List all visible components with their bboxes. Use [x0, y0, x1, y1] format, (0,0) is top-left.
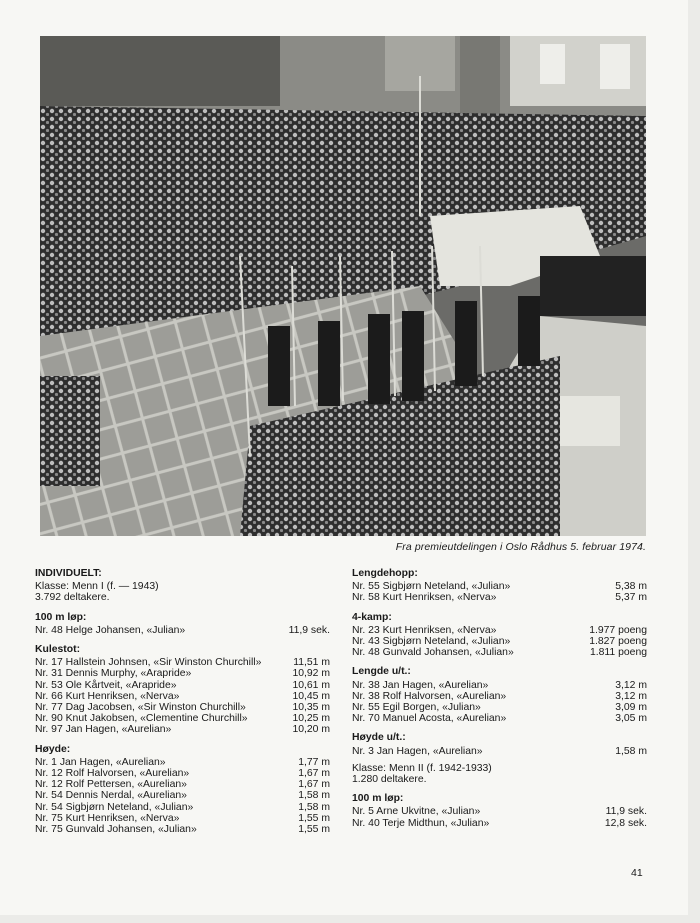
result-name: Nr. 38 Rolf Halvorsen, «Aurelian»: [352, 690, 507, 702]
result-name: Nr. 70 Manuel Acosta, «Aurelian»: [352, 713, 507, 725]
result-row: [35, 802, 330, 813]
section-heading-kulestot: Kulestot:: [35, 644, 81, 656]
result-name: Nr. 55 Sigbjørn Neteland, «Julian»: [352, 581, 511, 593]
result-value: 3,09 m: [615, 702, 647, 714]
result-name: Nr. 66 Kurt Henriksen, «Nerva»: [35, 690, 180, 702]
section-heading-individuelt: INDIVIDUELT:: [35, 568, 102, 579]
result-name: Nr. 38 Jan Hagen, «Aurelian»: [352, 679, 489, 691]
result-row: [35, 768, 330, 779]
result-value: 12,8 sek.: [604, 817, 647, 829]
result-value: 10,20 m: [292, 724, 330, 736]
result-name: Nr. 75 Kurt Henriksen, «Nerva»: [35, 812, 180, 824]
result-value: 1,58 m: [298, 790, 330, 802]
result-name: Nr. 23 Kurt Henriksen, «Nerva»: [352, 624, 497, 636]
participant-count: 3.792 deltakere.: [35, 592, 110, 604]
section-heading-hoyde: Høyde:: [35, 743, 71, 755]
result-value: 10,35 m: [292, 702, 330, 714]
section-heading-lengdehopp: Lengdehopp:: [352, 568, 418, 579]
result-row: [352, 625, 647, 636]
result-row: [35, 813, 330, 824]
result-name: Nr. 3 Jan Hagen, «Aurelian»: [352, 745, 483, 757]
result-value: 3,05 m: [615, 713, 647, 725]
result-value: 3,12 m: [615, 679, 647, 691]
result-value: 10,61 m: [292, 679, 330, 691]
result-name: Nr. 40 Terje Midthun, «Julian»: [352, 817, 490, 829]
photo-caption: Fra premieutdelingen i Oslo Rådhus 5. februar 1974.: [395, 541, 646, 553]
result-row: [352, 713, 647, 724]
result-value: 1,55 m: [298, 812, 330, 824]
result-name: Nr. 97 Jan Hagen, «Aurelian»: [35, 724, 172, 736]
result-row: [352, 691, 647, 702]
result-name: Nr. 48 Gunvald Johansen, «Julian»: [352, 647, 514, 659]
section-heading-100m: 100 m løp:: [35, 611, 87, 623]
result-value: 1,58 m: [298, 801, 330, 813]
result-row: [352, 680, 647, 691]
result-name: Nr. 31 Dennis Murphy, «Arapride»: [35, 668, 192, 680]
page-number: 41: [631, 867, 643, 879]
result-row: [35, 691, 330, 702]
result-name: Nr. 5 Arne Ukvitne, «Julian»: [352, 806, 481, 818]
result-name: Nr. 55 Egil Borgen, «Julian»: [352, 702, 481, 714]
result-row: [352, 746, 647, 757]
section-heading-100m-2: 100 m løp:: [352, 793, 404, 805]
result-name: Nr. 12 Rolf Pettersen, «Aurelian»: [35, 779, 187, 791]
result-value: 10,92 m: [292, 668, 330, 680]
result-value: 5,37 m: [615, 592, 647, 604]
result-name: Nr. 54 Sigbjørn Neteland, «Julian»: [35, 801, 194, 813]
result-value: 1,67 m: [298, 768, 330, 780]
class-label: Klasse: Menn I (f. — 1943): [35, 581, 159, 593]
result-name: Nr. 43 Sigbjørn Neteland, «Julian»: [352, 636, 511, 648]
result-row: [35, 724, 330, 735]
result-name: Nr. 58 Kurt Henriksen, «Nerva»: [352, 592, 497, 604]
result-name: Nr. 75 Gunvald Johansen, «Julian»: [35, 824, 197, 836]
result-name: Nr. 48 Helge Johansen, «Julian»: [35, 624, 186, 636]
result-name: Nr. 12 Rolf Halvorsen, «Aurelian»: [35, 768, 190, 780]
result-row: [352, 647, 647, 658]
result-value: 5,38 m: [615, 581, 647, 593]
results-column-left: [35, 568, 330, 835]
result-value: 1.811 poeng: [589, 647, 647, 659]
section-heading-lengde-ut: Lengde u/t.:: [352, 666, 411, 678]
result-value: 11,9 sek.: [605, 806, 647, 818]
result-name: Nr. 77 Dag Jacobsen, «Sir Winston Churchill»: [35, 702, 246, 714]
result-row: [35, 713, 330, 724]
result-name: Nr. 17 Hallstein Johnsen, «Sir Winston Churchill»: [35, 657, 262, 669]
result-value: 1,55 m: [298, 824, 330, 836]
result-value: 11,51 m: [293, 657, 330, 669]
result-value: 10,45 m: [292, 690, 330, 702]
results-column-right: [352, 568, 647, 829]
ceremony-photograph: [40, 36, 646, 536]
result-value: 1.977 poeng: [589, 624, 647, 636]
result-name: Nr. 1 Jan Hagen, «Aurelian»: [35, 756, 166, 768]
result-value: 3,12 m: [615, 690, 647, 702]
result-value: 1,58 m: [615, 745, 647, 757]
result-row: [35, 680, 330, 691]
result-row: [35, 668, 330, 679]
participant-count-2: 1.280 deltakere.: [352, 774, 427, 786]
class-label-2: Klasse: Menn II (f. 1942-1933): [352, 762, 492, 774]
result-value: 10,25 m: [292, 713, 330, 725]
result-value: 11,9 sek.: [288, 624, 330, 636]
section-heading-4-kamp: 4-kamp:: [352, 611, 392, 623]
result-row: [352, 592, 647, 603]
result-value: 1.827 poeng: [589, 636, 647, 648]
result-row: [35, 779, 330, 790]
result-row: [35, 702, 330, 713]
result-row: [352, 581, 647, 592]
result-name: Nr. 53 Ole Kårtveit, «Arapride»: [35, 679, 177, 691]
result-row: [35, 790, 330, 801]
result-row: [35, 757, 330, 768]
result-row: [352, 702, 647, 713]
section-heading-hoyde-ut: Høyde u/t.:: [352, 732, 406, 744]
result-row: [35, 625, 330, 636]
result-value: 1,67 m: [298, 779, 330, 791]
result-value: 1,77 m: [298, 756, 330, 768]
result-name: Nr. 90 Knut Jakobsen, «Clementine Churchill»: [35, 713, 248, 725]
result-row: [352, 636, 647, 647]
result-name: Nr. 54 Dennis Nerdal, «Aurelian»: [35, 790, 187, 802]
result-row: [35, 824, 330, 835]
result-row: [352, 806, 647, 817]
result-row: [352, 818, 647, 829]
result-row: [35, 657, 330, 668]
